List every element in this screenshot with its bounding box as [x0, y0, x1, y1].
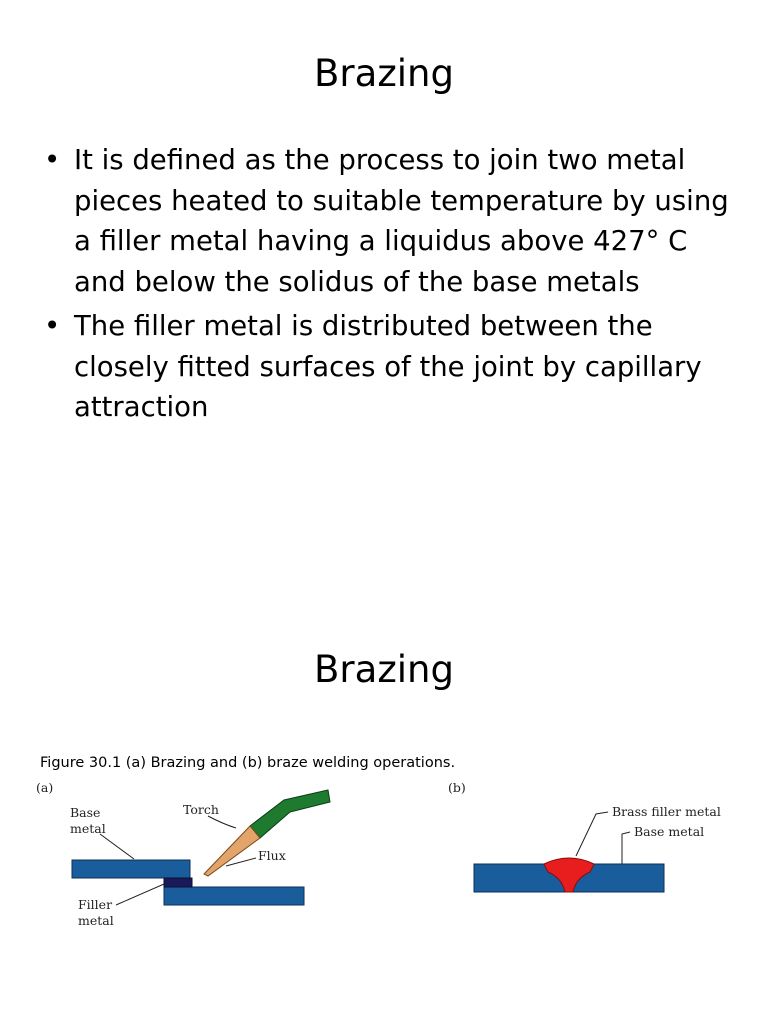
filler-label-line1: Filler — [78, 897, 113, 912]
torch-body — [250, 790, 330, 838]
base-metal-label-line2: metal — [70, 821, 106, 836]
filler-metal-joint — [164, 878, 192, 887]
base-metal-bottom — [164, 887, 304, 905]
brazing-figure — [28, 780, 748, 940]
base-metal-leader — [100, 834, 134, 859]
bullet-list — [40, 140, 740, 428]
base-metal-leader-b — [622, 832, 630, 864]
torch-label: Torch — [183, 802, 219, 817]
bullet-item: • It is defined as the process to join two metal pieces heated to suitable temperature by using a filler metal having a liquidus above 427° C and below the solidus of the base metals — [40, 140, 740, 302]
brass-filler-label: Brass filler metal — [612, 804, 721, 819]
slide-title: Brazing — [314, 52, 454, 95]
torch-leader — [208, 816, 236, 828]
flux-label: Flux — [258, 848, 286, 863]
bullet-item: • The filler metal is distributed between the closely fitted surfaces of the joint by capillary attraction — [40, 306, 740, 428]
filler-label-line2: metal — [78, 913, 114, 928]
base-metal-label-b: Base metal — [634, 824, 705, 839]
filler-leader — [116, 884, 164, 905]
panel-b-label: (b) — [448, 780, 466, 795]
panel-b — [448, 780, 721, 892]
brass-filler-leader — [576, 812, 608, 856]
base-metal-top — [72, 860, 190, 878]
slide-title: Brazing — [314, 648, 454, 691]
panel-a — [36, 780, 330, 928]
slide-2 — [0, 512, 768, 1024]
torch-flame — [204, 826, 260, 876]
base-metal-label-line1: Base — [70, 805, 101, 820]
figure-caption: Figure 30.1 (a) Brazing and (b) braze welding operations. — [40, 755, 456, 771]
panel-a-label: (a) — [36, 780, 54, 795]
